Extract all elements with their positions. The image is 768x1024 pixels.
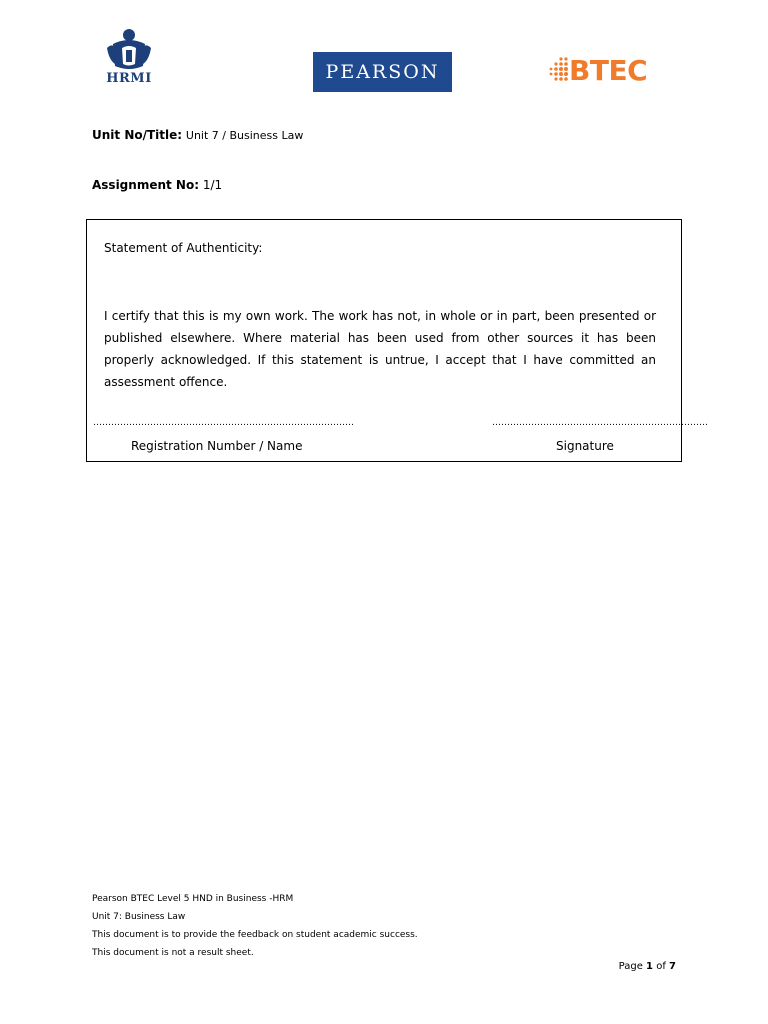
footer-line-purpose: This document is to provide the feedback on student academic success. <box>92 930 418 940</box>
assignment-label: Assignment No: <box>92 178 200 192</box>
footer-line-unit: Unit 7: Business Law <box>92 912 186 922</box>
assignment-value: 1/1 <box>202 178 223 192</box>
hrmi-emblem-icon <box>93 26 165 74</box>
authenticity-heading: Statement of Authenticity: <box>104 241 263 255</box>
signature-label: Signature <box>556 439 614 453</box>
btec-dots-icon <box>547 55 569 85</box>
page-current: 1 <box>646 961 654 972</box>
page-prefix: Page <box>618 961 643 972</box>
unit-title-line <box>92 127 303 144</box>
pearson-logo-text: PEARSON <box>325 61 440 83</box>
registration-label: Registration Number / Name <box>131 439 303 453</box>
authenticity-statement: I certify that this is my own work. The work has not, in whole or in part, been presented or published elsewhere. Where material has been used from other sources it has been properly acknowledged. If this statement is untrue, I accept that I have committed an assessment offence. <box>104 309 656 389</box>
footer-line-disclaimer: This document is not a result sheet. <box>92 948 254 958</box>
registration-dotted-line: …………………………………………………………………………… <box>93 418 354 428</box>
footer-line-qualification: Pearson BTEC Level 5 HND in Business -HRM <box>92 894 294 904</box>
signature-dotted-line: ……………………………………………………………… <box>492 418 708 428</box>
page-number <box>619 961 676 972</box>
authenticity-box <box>86 219 708 462</box>
page-total: 7 <box>669 961 676 972</box>
pearson-logo <box>313 52 452 92</box>
unit-value: Unit 7 / Business Law <box>185 129 304 142</box>
page-of: of <box>656 961 666 972</box>
assignment-line <box>92 177 222 193</box>
btec-logo <box>547 52 667 88</box>
document-footer <box>92 890 418 962</box>
unit-label: Unit No/Title: <box>92 128 183 142</box>
btec-logo-text: BTEC <box>569 53 648 87</box>
hrmi-logo-text: HRMI <box>106 71 152 86</box>
hrmi-logo <box>93 26 165 90</box>
